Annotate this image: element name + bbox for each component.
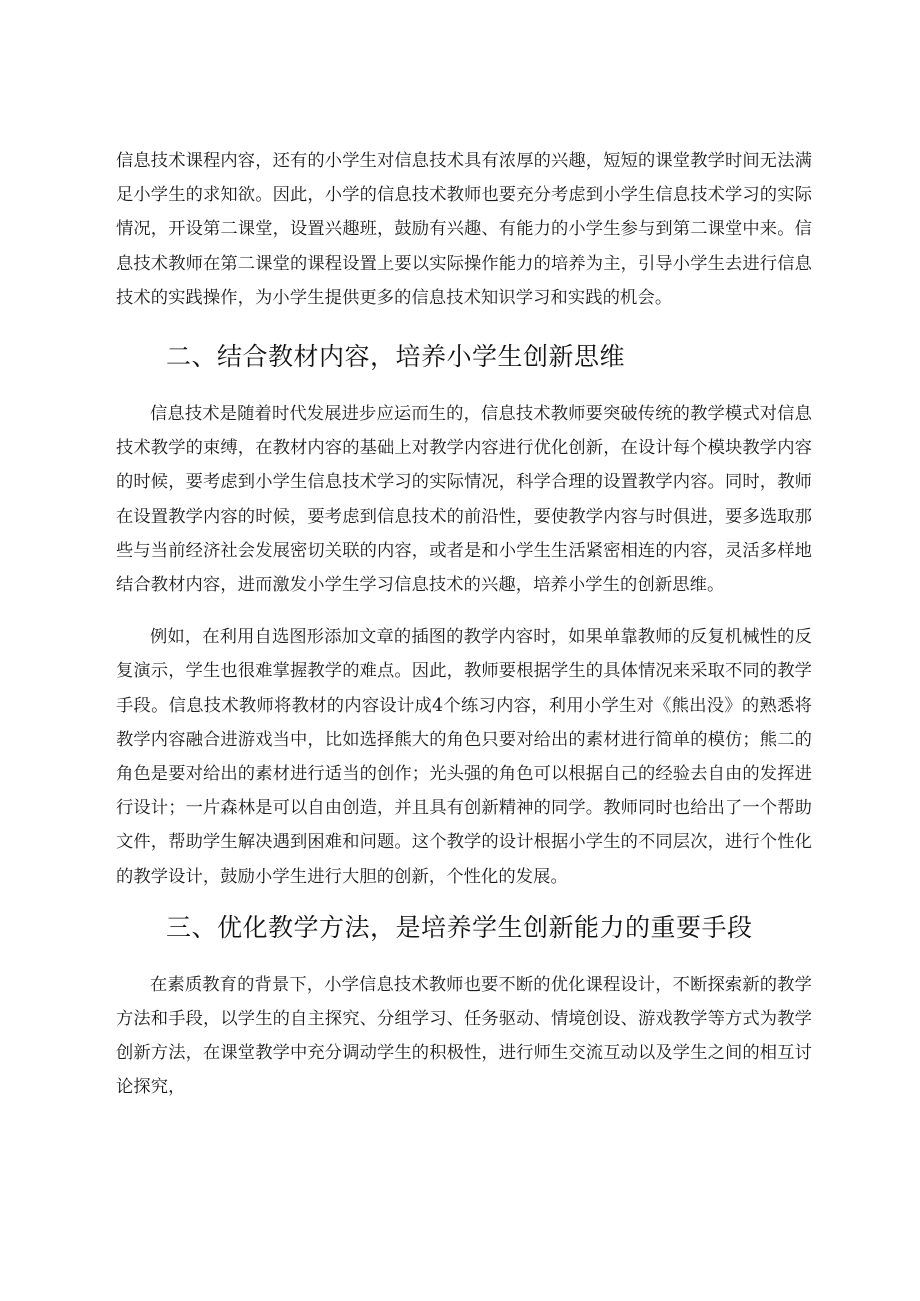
paragraph-continued: 信息技术课程内容，还有的小学生对信息技术具有浓厚的兴趣，短短的课堂教学时间无法满足小学生的求知欲。因此，小学的信息技术教师也要充分考虑到小学生信息技术学习的实际情况，开设第二课堂，设置兴趣班，鼓励有兴趣、有能力的小学生参与到第二课堂中来。信息技术教师在第二课堂的课程设置上要以实际操作能力的培养为主，引导小学生去进行信息技术的实践操作，为小学生提供更多的信息技术知识学习和实践的机会。 xyxy=(116,151,812,308)
document-body xyxy=(116,144,812,1105)
paragraph-4: 在素质教育的背景下，小学信息技术教师也要不断的优化课程设计，不断探索新的教学方法和手段，以学生的自主探究、分组学习、任务驱动、情境创设、游戏教学等方式为教学创新方法，在课堂教学中充分调动学生的积极性，进行师生交流互动以及学生之间的相互讨论探究， xyxy=(116,974,812,1098)
section-heading-3: 三、优化教学方法，是培养学生创新能力的重要手段 xyxy=(166,912,753,942)
paragraph-3: 例如，在利用自选图形添加文章的插图的教学内容时，如果单靠教师的反复机械性的反复演示，学生也很难掌握教学的难点。因此，教师要根据学生的具体情况来采取不同的教学手段。信息技术教师将教材的内容设计成4个练习内容，利用小学生对《熊出没》的熟悉将教学内容融合进游戏当中，比如选择熊大的角色只要对给出的素材进行简单的模仿；熊二的角色是要对给出的素材进行适当的创作；光头强的角色可以根据自己的经验去自由的发挥进行设计；一片森林是可以自由创造，并且具有创新精神的同学。教师同时也给出了一个帮助文件，帮助学生解决遇到困难和问题。这个教学的设计根据小学生的不同层次，进行个性化的教学设计，鼓励小学生进行大胆的创新，个性化的发展。 xyxy=(116,627,812,887)
section-heading-2: 二、结合教材内容，培养小学生创新思维 xyxy=(166,342,626,372)
paragraph-2: 信息技术是随着时代发展进步应运而生的，信息技术教师要突破传统的教学模式对信息技术教学的束缚，在教材内容的基础上对教学内容进行优化创新，在设计每个模块教学内容的时候，要考虑到小学生信息技术学习的实际情况，科学合理的设置教学内容。同时，教师在设置教学内容的时候，要考虑到信息技术的前沿性，要使教学内容与时俱进，要多选取那些与当前经济社会发展密切关联的内容，或者是和小学生生活紧密相连的内容，灵活多样地结合教材内容，进而激发小学生学习信息技术的兴趣，培养小学生的创新思维。 xyxy=(116,404,812,596)
